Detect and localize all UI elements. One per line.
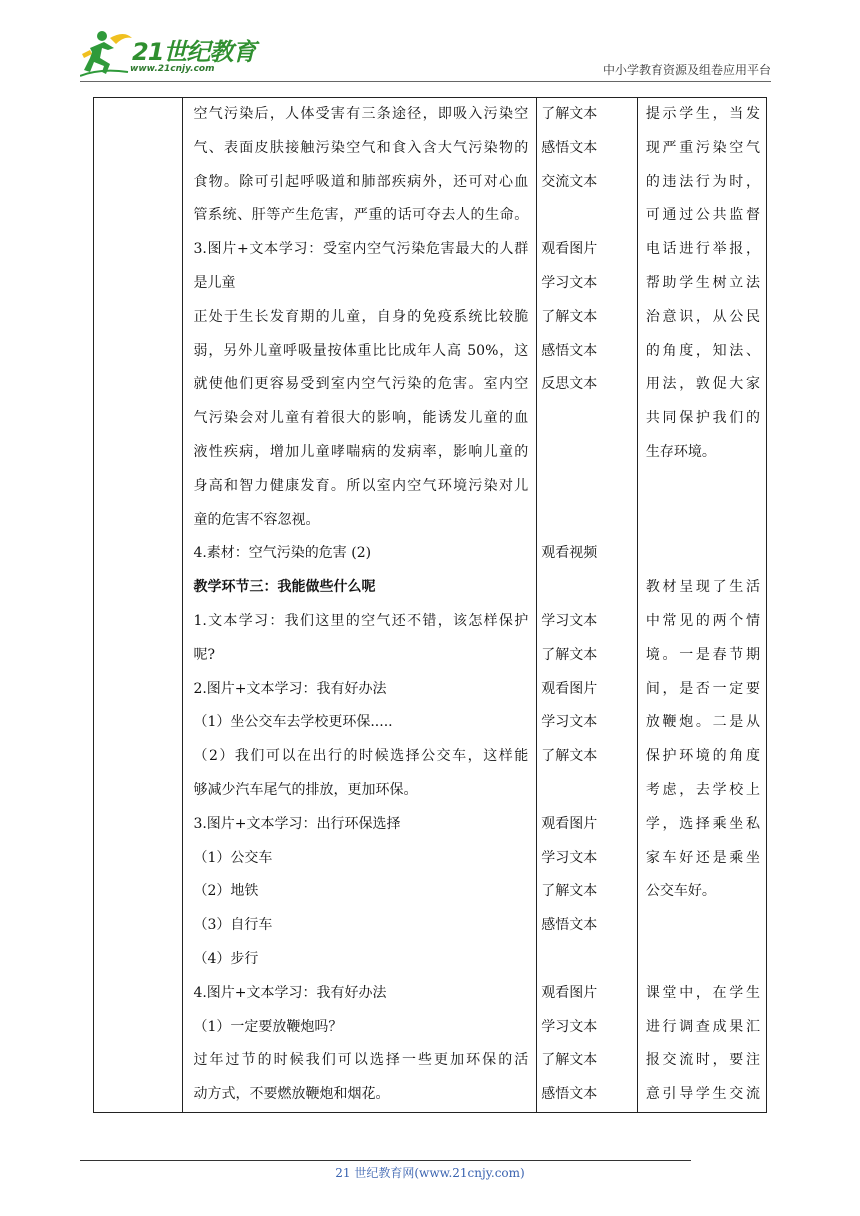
- activity-line: 学习文本: [541, 714, 598, 731]
- activity-line: 学习文本: [541, 274, 598, 291]
- intent-line: 的角度，知法、: [645, 342, 760, 359]
- intent-line: 报交流时，要注: [645, 1052, 760, 1069]
- content-line: 空气污染后，人体受害有三条途径，即吸入污染空: [193, 106, 529, 122]
- activity-line: 观看图片: [541, 984, 598, 1001]
- intent-line: [646, 537, 760, 571]
- content-line: 液性疾病，增加儿童哮喘病的发病率，影响儿童的: [193, 443, 529, 460]
- content-line: 够减少汽车尾气的排放，更加环保。: [193, 781, 418, 798]
- student-activity-cell: [537, 98, 638, 1113]
- intent-line: 间，是否一定要: [645, 680, 760, 697]
- content-line: 过年过节的时候我们可以选择一些更加环保的活: [193, 1052, 529, 1069]
- activity-line: [541, 943, 637, 977]
- page-header: [0, 0, 860, 90]
- activity-line: 了解文本: [541, 748, 598, 765]
- intent-line: 治意识，从公民: [645, 308, 760, 325]
- intent-line: 课堂中，在学生: [645, 984, 760, 1001]
- activity-line: [541, 402, 637, 436]
- content-line: 4.素材：空气污染的危害 (2): [193, 545, 372, 562]
- intent-line: [646, 504, 760, 538]
- activity-line: 了解文本: [541, 106, 598, 122]
- intent-line: 帮助学生树立法: [645, 274, 760, 291]
- content-line: 管系统、肝等产生危害，严重的话可夺去人的生命。: [193, 207, 529, 224]
- content-line: 弱，另外儿童呼吸量按体重比比成年人高 50%，这: [193, 342, 529, 359]
- activity-line: 学习文本: [541, 1018, 598, 1035]
- content-line: （1）公交车: [193, 849, 273, 866]
- teaching-content-cell: [183, 98, 537, 1113]
- activity-line: [541, 470, 637, 504]
- platform-name: 中小学教育资源及组卷应用平台: [602, 63, 771, 77]
- content-line: （2）地铁: [193, 883, 259, 900]
- content-line: 2.图片+文本学习：我有好办法: [193, 680, 387, 697]
- content-line: 呢?: [193, 646, 215, 663]
- content-line: 正处于生长发育期的儿童，自身的免疫系统比较脆: [193, 308, 529, 325]
- header-divider: [80, 81, 771, 82]
- logo-url: www.21cnjy.com: [130, 64, 215, 74]
- logo-wordmark: 21世纪教育: [132, 38, 256, 66]
- intent-line: 公交车好。: [645, 883, 716, 900]
- activity-line: 了解文本: [541, 308, 598, 325]
- activity-line: 感悟文本: [541, 917, 598, 934]
- content-line: 气污染会对儿童有着很大的影响，能诱发儿童的血: [193, 410, 529, 427]
- blank-column-cell: [94, 98, 183, 1113]
- intent-line: 境。一是春节期: [645, 646, 760, 663]
- activity-line: 学习文本: [541, 612, 598, 629]
- content-line: （3）自行车: [193, 917, 273, 934]
- content-line: 1.文本学习：我们这里的空气还不错，该怎样保护: [193, 612, 529, 629]
- content-line: 动方式，不要燃放鞭炮和烟花。: [193, 1086, 390, 1103]
- activity-line: 学习文本: [541, 849, 598, 866]
- footer-text[interactable]: 21 世纪教育网(www.21cnjy.com): [335, 1166, 525, 1180]
- intent-line: 现严重污染空气: [645, 139, 760, 156]
- activity-line: [541, 504, 637, 538]
- activity-line: 反思文本: [541, 376, 598, 393]
- intent-line: [646, 470, 760, 504]
- content-line: （1）一定要放鞭炮吗？: [193, 1018, 343, 1035]
- table-row: [94, 98, 767, 1113]
- activity-line: 交流文本: [541, 173, 598, 190]
- activity-line: [541, 436, 637, 470]
- activity-line: 感悟文本: [541, 139, 598, 156]
- intent-line: 用法，敦促大家: [645, 376, 760, 393]
- content-line: 教学环节三：我能做些什么呢: [193, 579, 376, 596]
- intent-line: 家车好还是乘坐: [645, 849, 760, 866]
- activity-line: [541, 199, 637, 233]
- content-line: 4.图片+文本学习：我有好办法: [193, 984, 387, 1001]
- intent-line: 电话进行举报，: [645, 241, 760, 258]
- content-line: （2）我们可以在出行的时候选择公交车，这样能: [193, 748, 529, 765]
- intent-line: 放鞭炮。二是从: [645, 714, 760, 731]
- activity-line: 观看图片: [541, 815, 598, 832]
- content-line: 就使他们更容易受到室内空气污染的危害。室内空: [193, 376, 529, 393]
- footer-divider: [80, 1160, 691, 1161]
- activity-line: [541, 571, 637, 605]
- intent-line: 保护环境的角度: [645, 748, 760, 765]
- intent-line: 提示学生，当发: [645, 106, 760, 122]
- intent-line: 意引导学生交流: [645, 1086, 760, 1103]
- intent-line: 中常见的两个情: [645, 612, 760, 629]
- content-line: 身高和智力健康发育。所以室内空气环境污染对儿: [193, 477, 529, 494]
- activity-line: 感悟文本: [541, 342, 598, 359]
- intent-line: 教材呈现了生活: [645, 579, 760, 596]
- activity-line: 了解文本: [541, 1052, 598, 1069]
- activity-line: 观看图片: [541, 680, 598, 697]
- content-line: 童的危害不容忽视。: [193, 511, 320, 528]
- intent-line: 共同保护我们的: [645, 410, 760, 427]
- content-line: 是儿童: [193, 274, 236, 291]
- content-line: 3.图片+文本学习：出行环保选择: [193, 815, 401, 832]
- content-line: 气、表面皮肤接触污染空气和食入含大气污染物的: [193, 139, 529, 156]
- activity-line: 感悟文本: [541, 1086, 598, 1103]
- activity-line: 观看图片: [541, 241, 598, 258]
- site-logo[interactable]: [80, 28, 256, 80]
- intent-line: 进行调查成果汇: [645, 1018, 760, 1035]
- activity-line: 了解文本: [541, 646, 598, 663]
- content-line: 3.图片+文本学习：受室内空气污染危害最大的人群: [193, 241, 529, 258]
- content-line: （1）坐公交车去学校更环保.....: [193, 714, 393, 731]
- intent-line: 学，选择乘坐私: [645, 815, 760, 832]
- intent-line: 考虑，去学校上: [645, 781, 760, 798]
- content-line: （4）步行: [193, 950, 259, 967]
- intent-line: 可通过公共监督: [645, 207, 760, 224]
- activity-line: 观看视频: [541, 545, 598, 562]
- intent-line: [646, 943, 760, 977]
- intent-line: 的违法行为时，: [645, 173, 760, 190]
- activity-line: [541, 774, 637, 808]
- content-line: 食物。除可引起呼吸道和肺部疾病外，还可对心血: [193, 173, 529, 190]
- intent-line: [646, 909, 760, 943]
- activity-line: 了解文本: [541, 883, 598, 900]
- lesson-plan-table: [93, 97, 767, 1113]
- intent-line: 生存环境。: [645, 443, 716, 460]
- design-intent-cell: [637, 98, 766, 1113]
